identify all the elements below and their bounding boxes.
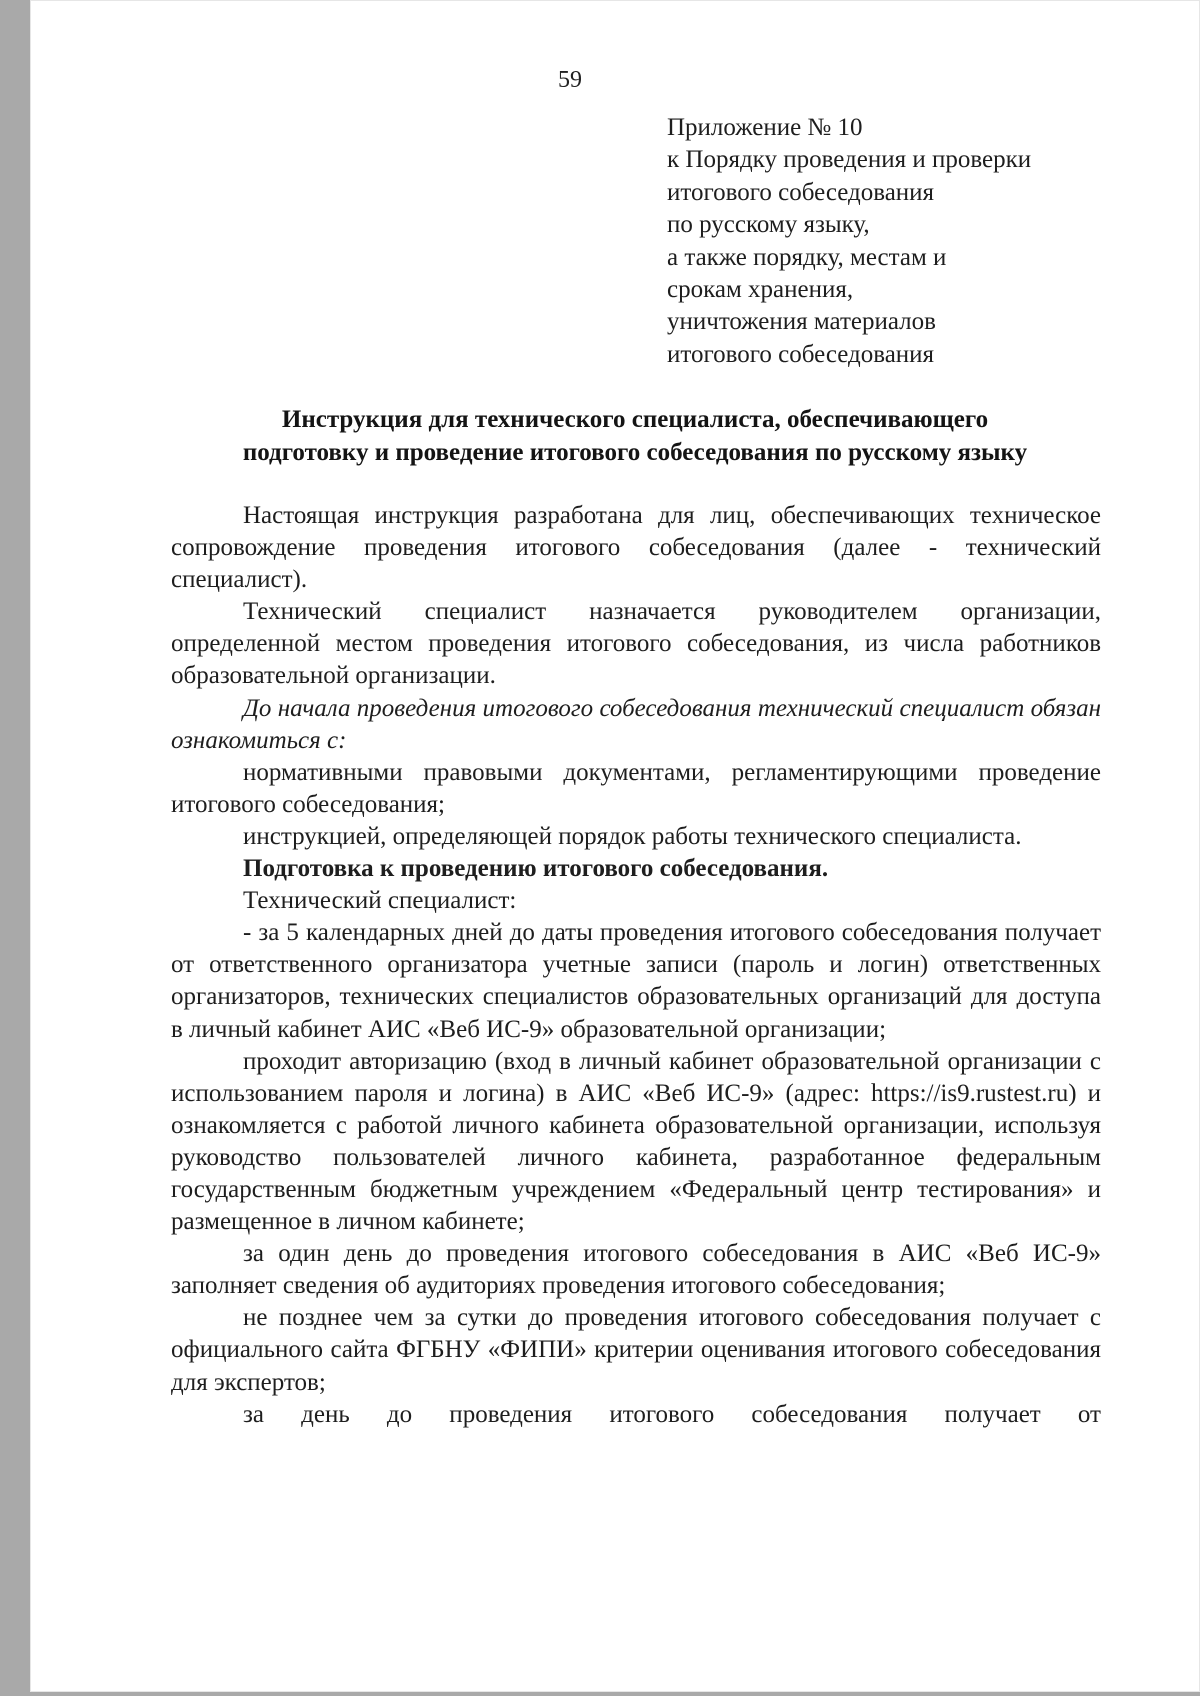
- appendix-line: к Порядку проведения и проверки: [667, 146, 1032, 174]
- appendix-line: а также порядку, местам и: [667, 243, 947, 271]
- appendix-line: уничтожения материалов: [667, 308, 936, 336]
- paragraph-italic: До начала проведения итогового собеседования технический специалист обязан ознакомиться с:: [171, 694, 1101, 754]
- paragraph: - за 5 календарных дней до даты проведения итогового собеседования получает от ответственного организатора учетные записи (пароль и логин) ответственных организаторов, технических специалистов образовательных организаций для доступа в личный кабинет АИС «Веб ИС-9» образовательной организации;: [171, 919, 1101, 1043]
- paragraph: инструкцией, определяющей порядок работы технического специалиста.: [243, 822, 1022, 850]
- paragraph: Технический специалист назначается руководителем организации, определенной местом проведения итогового собеседования, из числа работников образовательной организации.: [171, 598, 1101, 690]
- paragraph: проходит авторизацию (вход в личный кабинет образовательной организации с использованием пароля и логина) в АИС «Веб ИС-9» (адрес: https://is9.rustest.ru) и ознакомляется с работой личного кабинета образовательной организации, используя руководство пользователей личного кабинета, разработанное федеральным государственным бюджетным учреждением «Федеральный центр тестирования» и размещенное в личном кабинете;: [171, 1047, 1101, 1236]
- document-title: [170, 403, 1100, 469]
- paragraph: Технический специалист:: [243, 887, 517, 915]
- appendix-header: [667, 112, 1031, 371]
- page-number: 59: [558, 67, 582, 93]
- paragraph: нормативными правовыми документами, регламентирующими проведение итогового собеседования;: [171, 758, 1101, 818]
- paragraph: за один день до проведения итогового собеседования в АИС «Веб ИС-9» заполняет сведения об аудиториях проведения итогового собеседования;: [171, 1240, 1101, 1300]
- paragraph: за день до проведения итогового собеседования получает от: [243, 1400, 1101, 1428]
- paragraph: Настоящая инструкция разработана для лиц, обеспечивающих техническое сопровождение проведения итогового собеседования (далее - технический специалист).: [171, 502, 1101, 594]
- paragraph: не позднее чем за сутки до проведения итогового собеседования получает с официального сайта ФГБНУ «ФИПИ» критерии оценивания итогового собеседования для экспертов;: [171, 1304, 1101, 1396]
- appendix-line: итогового собеседования: [667, 340, 935, 368]
- title-line: подготовку и проведение итогового собеседования по русскому языку: [242, 439, 1028, 466]
- appendix-line: Приложение № 10: [667, 114, 863, 141]
- appendix-line: итогового собеседования: [667, 178, 935, 206]
- section-heading: Подготовка к проведению итогового собеседования.: [243, 855, 829, 883]
- appendix-line: срокам хранения,: [667, 276, 854, 304]
- appendix-line: по русскому языку,: [667, 211, 870, 239]
- title-line: Инструкция для технического специалиста, обеспечивающего: [281, 406, 989, 433]
- document-body: [171, 500, 1101, 1431]
